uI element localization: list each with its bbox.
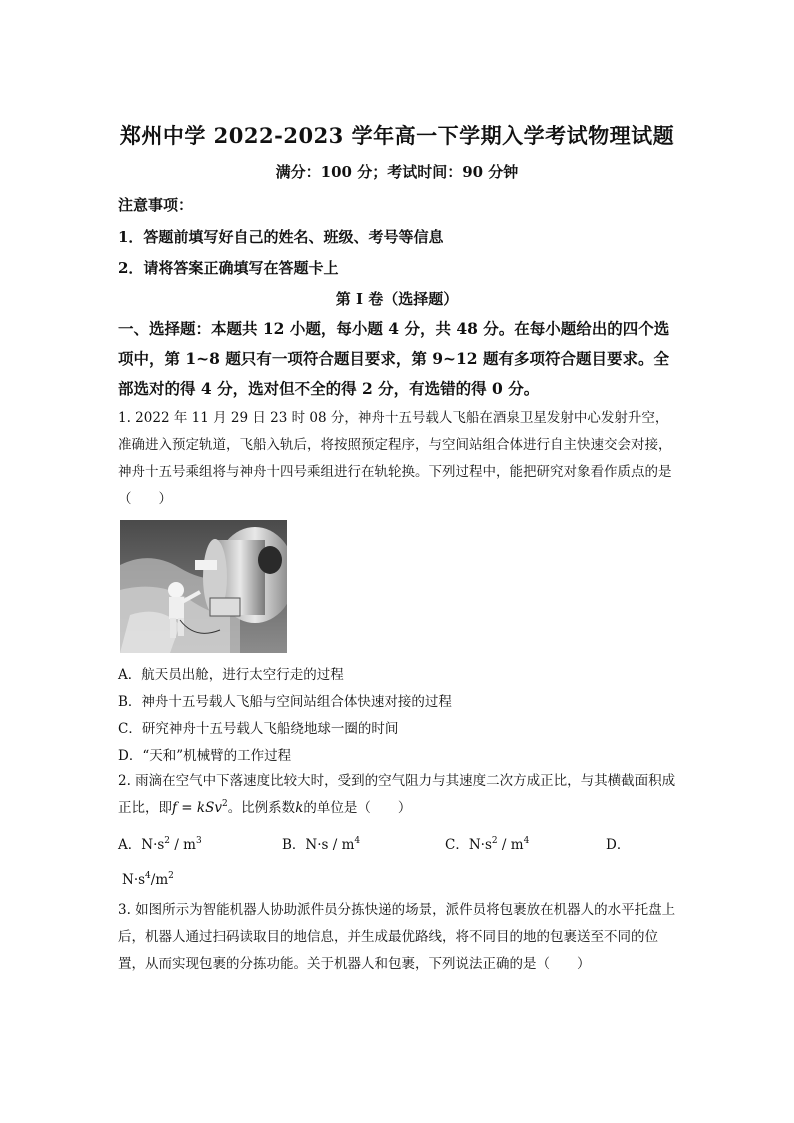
coefficient-k: k [295, 800, 304, 816]
question-2-option-d: $N\cdot s^4/m^2$ [122, 871, 174, 888]
formula-exponent: 2 [221, 799, 228, 809]
section-title: 第 I 卷（选择题） [335, 290, 459, 308]
note-item: 1．答题前填写好自己的姓名、班级、考号等信息 [118, 228, 444, 246]
question-1-option-b: B．神舟十五号载人飞船与空间站组合体快速对接的过程 [118, 694, 452, 710]
question-2-text [118, 768, 678, 822]
notes-heading: 注意事项： [118, 196, 194, 214]
note-item: 2．请将答案正确填写在答题卡上 [118, 259, 339, 277]
question-2-option-c: C．$N\cdot s^2 / m^4$ [445, 836, 530, 853]
question-2-stem: 2. 雨滴在空气中下落速度比较大时，受到的空气阻力与其速度二次方成正比，与其横截面积成正比，即 [118, 773, 676, 816]
question-2-option-a: A．$N\cdot s^2 / m^3$ [118, 836, 202, 853]
exam-meta: 满分：100 分；考试时间：90 分钟 [275, 163, 519, 181]
question-2-option-b: B．$N\cdot s / m^4$ [282, 836, 361, 853]
question-2-stem-end: 的单位是（ ） [303, 800, 412, 816]
question-1-option-a: A．航天员出舱，进行太空行走的过程 [118, 667, 344, 683]
question-2-formula: f = kSv [172, 800, 222, 816]
question-1-option-d: D．“天和”机械臂的工作过程 [118, 748, 292, 764]
section-instructions: 一、选择题：本题共 12 小题，每小题 4 分，共 48 分。在每小题给出的四个选项中，第 1~8 题只有一项符合题目要求，第 9~12 题有多项符合题目要求。全部选对的得 4 分，选对但不全的得 2 分，有选错的得 0 分。 [118, 319, 670, 398]
question-2-stem-cont: 。比例系数 [227, 800, 296, 816]
question-1-text: 1. 2022 年 11 月 29 日 23 时 08 分，神舟十五号载人飞船在酒泉卫星发射中心发射升空，准确进入预定轨道，飞船入轨后，将按照预定程序，与空间站组合体进行自主快速交会对接，神舟十五号乘组将与神舟十四号乘组进行在轨轮换。下列过程中，能把研究对象看作质点的是（ ） [118, 410, 672, 507]
page-title: 郑州中学 2022-2023 学年高一下学期入学考试物理试题 [119, 123, 675, 148]
question-2-option-d-label: D． [606, 837, 631, 853]
question-3-text: 3. 如图所示为智能机器人协助派件员分拣快递的场景，派件员将包裹放在机器人的水平托盘上后，机器人通过扫码读取目的地信息，并生成最优路线，将不同目的地的包裹送至不同的位置，从而实现包裹的分拣功能。关于机器人和包裹，下列说法正确的是（ ） [118, 902, 676, 972]
astronaut-spacewalk-image [120, 520, 287, 653]
question-1-option-c: C．研究神舟十五号载人飞船绕地球一圈的时间 [118, 721, 399, 737]
